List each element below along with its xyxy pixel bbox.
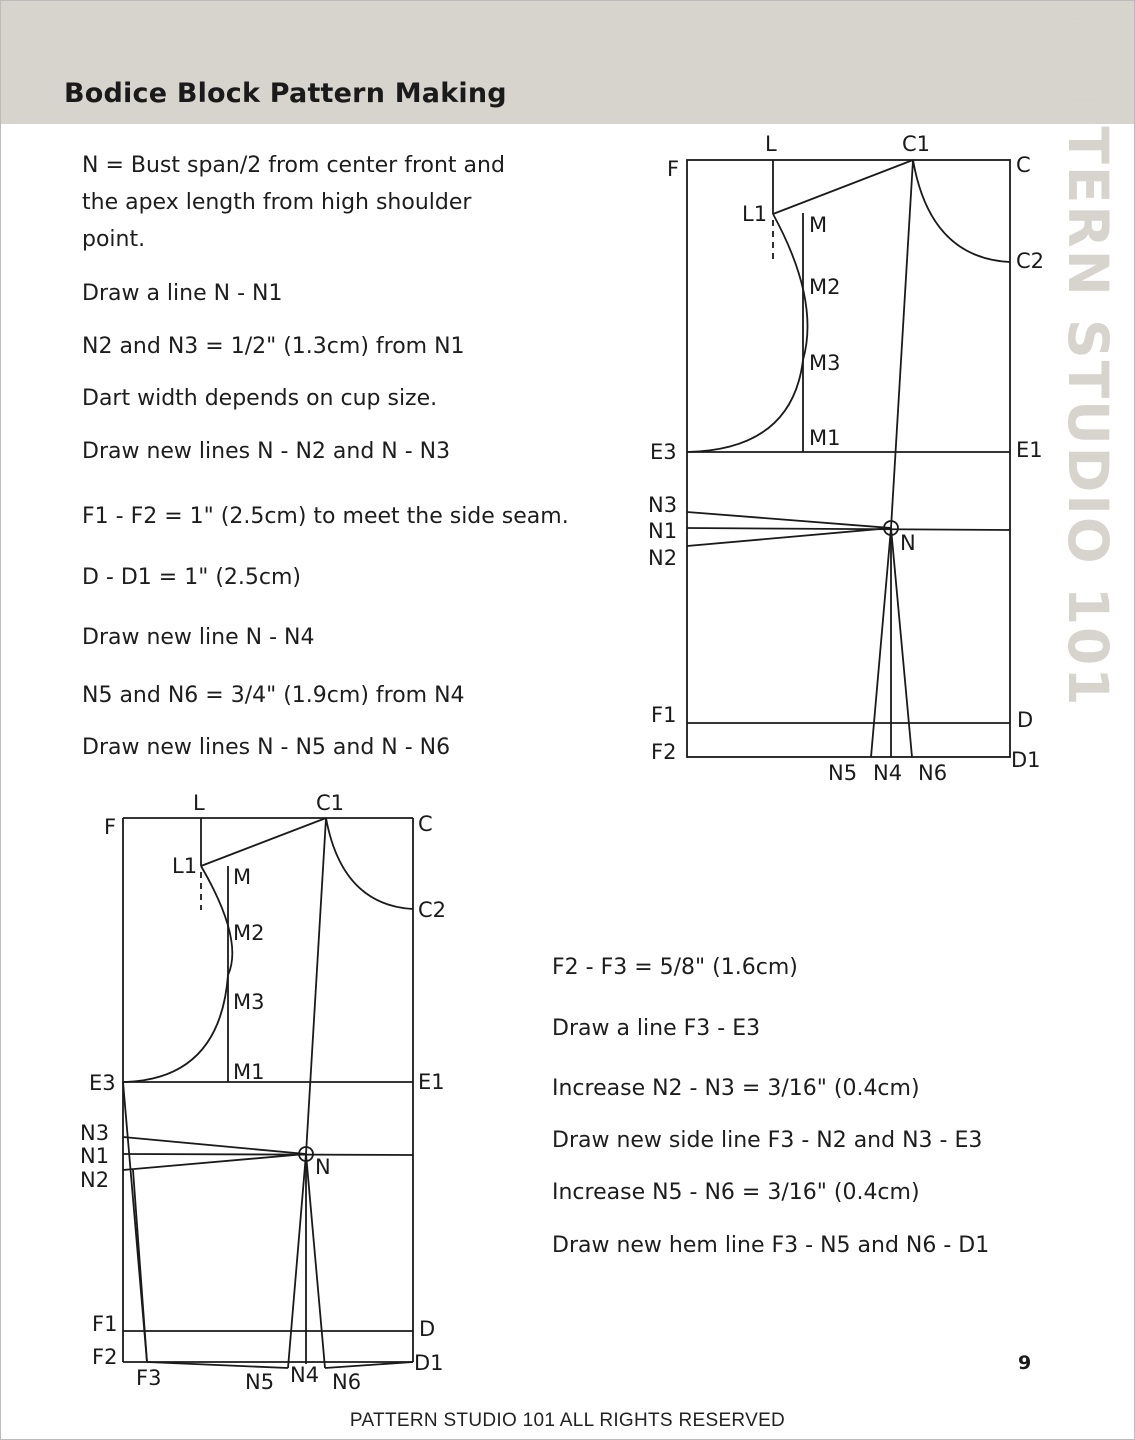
label-N3: N3 [648, 493, 678, 517]
instruction-line: Draw new lines N - N5 and N - N6 [82, 735, 451, 760]
label-F: F [104, 815, 117, 839]
instruction-line: Draw new line N - N4 [82, 625, 315, 650]
label-C: C [1016, 153, 1031, 177]
label-F1: F1 [651, 703, 677, 727]
instruction-line: Draw new lines N - N2 and N - N3 [82, 439, 451, 464]
instruction-line: Draw new hem line F3 - N5 and N6 - D1 [552, 1233, 990, 1258]
label-M: M [233, 865, 252, 889]
label-M1: M1 [809, 426, 841, 450]
label-N2: N2 [648, 546, 678, 570]
label-N: N [900, 531, 916, 555]
label-L: L [765, 132, 777, 156]
label-N2: N2 [80, 1168, 110, 1192]
label-F: F [667, 157, 680, 181]
label-N6: N6 [332, 1370, 362, 1394]
instruction-line: the apex length from high shoulder [82, 190, 472, 215]
label-F2: F2 [651, 740, 677, 764]
instruction-line: Dart width depends on cup size. [82, 386, 438, 411]
label-L1: L1 [172, 854, 198, 878]
label-C1: C1 [316, 791, 345, 815]
label-M: M [809, 213, 828, 237]
label-M3: M3 [809, 351, 841, 375]
label-M3: M3 [233, 990, 265, 1014]
instruction-line: Increase N5 - N6 = 3/16" (0.4cm) [552, 1180, 920, 1205]
label-D: D [1017, 708, 1034, 732]
vertical-brand-text: PATTERN STUDIO 101 [1056, 8, 1120, 708]
page-number: 9 [1018, 1352, 1032, 1374]
label-N6: N6 [918, 761, 948, 785]
instruction-line: Draw new side line F3 - N2 and N3 - E3 [552, 1128, 983, 1153]
label-M2: M2 [233, 921, 265, 945]
label-N4: N4 [873, 761, 903, 785]
label-M1: M1 [233, 1060, 265, 1084]
instruction-line: D - D1 = 1" (2.5cm) [82, 565, 302, 590]
label-N1: N1 [648, 519, 678, 543]
label-F1: F1 [92, 1312, 118, 1336]
instruction-line: point. [82, 227, 146, 252]
instruction-line: N2 and N3 = 1/2" (1.3cm) from N1 [82, 334, 465, 359]
label-L1: L1 [742, 202, 768, 226]
label-C2: C2 [418, 898, 447, 922]
label-C: C [418, 812, 433, 836]
label-F3: F3 [136, 1366, 162, 1390]
label-L: L [193, 791, 205, 815]
instruction-line: Increase N2 - N3 = 3/16" (0.4cm) [552, 1076, 920, 1101]
label-D1: D1 [1011, 748, 1041, 772]
label-C1: C1 [902, 132, 931, 156]
label-N5: N5 [828, 761, 858, 785]
label-M2: M2 [809, 275, 841, 299]
label-N5: N5 [245, 1370, 275, 1394]
instruction-line: Draw a line F3 - E3 [552, 1016, 761, 1041]
label-E1: E1 [418, 1070, 445, 1094]
label-C2: C2 [1016, 249, 1045, 273]
instruction-line: F2 - F3 = 5/8" (1.6cm) [552, 955, 798, 980]
label-E3: E3 [650, 440, 677, 464]
instruction-line: Draw a line N - N1 [82, 281, 283, 306]
label-D1: D1 [414, 1351, 444, 1375]
label-E1: E1 [1016, 438, 1043, 462]
instruction-line: F1 - F2 = 1" (2.5cm) to meet the side seam. [82, 504, 569, 529]
label-E3: E3 [89, 1071, 116, 1095]
label-N1: N1 [80, 1144, 110, 1168]
label-N: N [315, 1155, 331, 1179]
instruction-line: N5 and N6 = 3/4" (1.9cm) from N4 [82, 683, 465, 708]
page-title: Bodice Block Pattern Making [64, 78, 507, 109]
footer-copyright: PATTERN STUDIO 101 ALL RIGHTS RESERVED [349, 1410, 786, 1431]
label-N4: N4 [290, 1363, 320, 1387]
label-D: D [419, 1317, 436, 1341]
label-F2: F2 [92, 1345, 118, 1369]
label-N3: N3 [80, 1121, 110, 1145]
instruction-line: N = Bust span/2 from center front and [82, 153, 505, 178]
